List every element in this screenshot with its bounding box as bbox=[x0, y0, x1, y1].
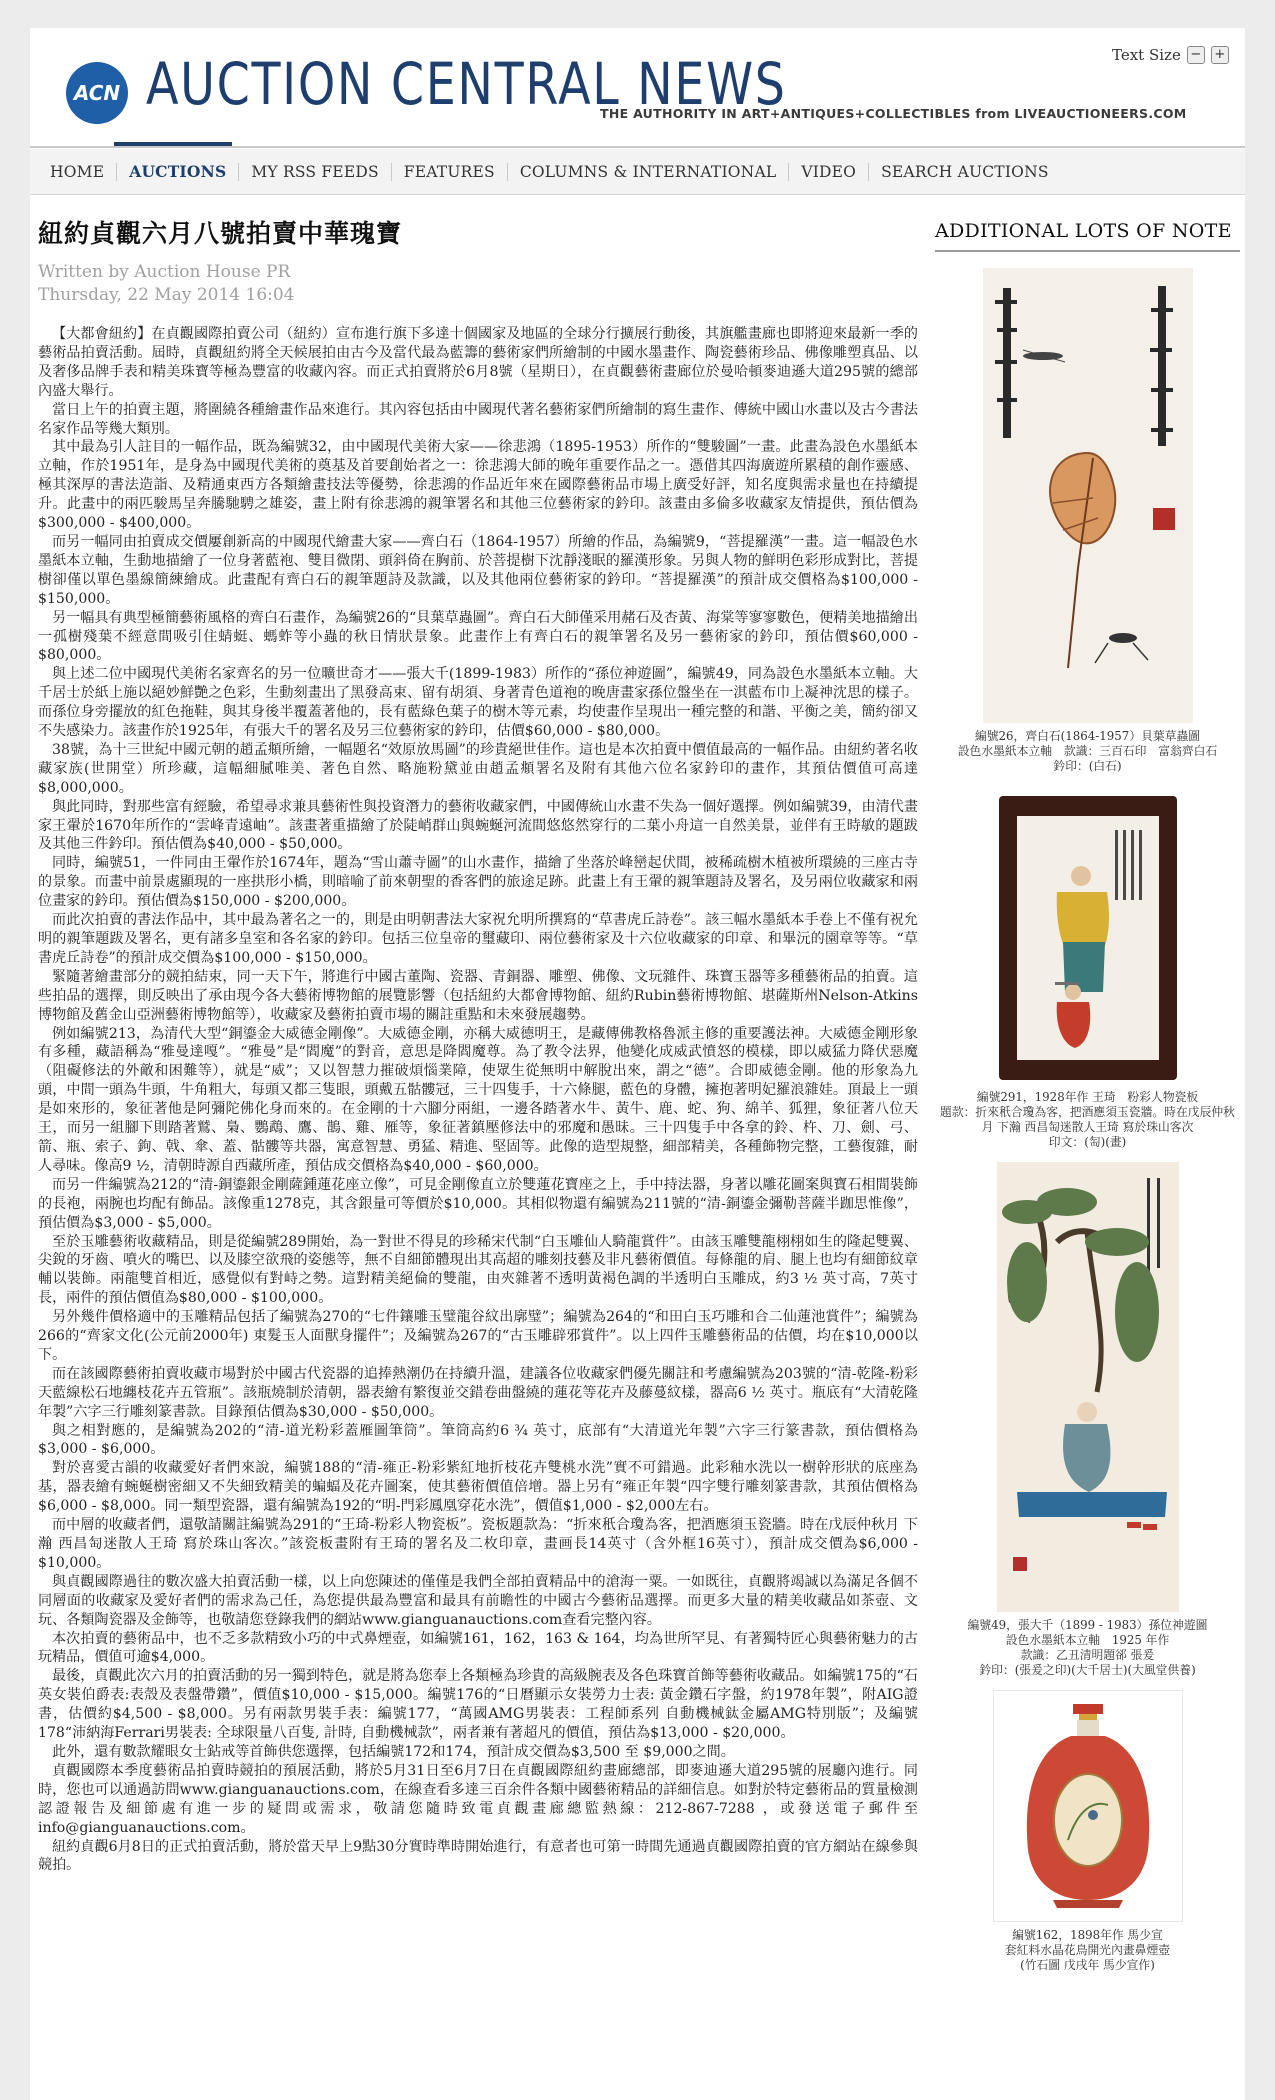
nav-search-auctions[interactable]: SEARCH AUCTIONS bbox=[881, 162, 1049, 181]
lot-card bbox=[935, 1690, 1240, 1973]
lot-49-painting-image[interactable] bbox=[997, 1162, 1179, 1612]
article-body bbox=[38, 325, 918, 1875]
masthead bbox=[30, 28, 1245, 138]
nav-auctions[interactable]: AUCTIONS bbox=[117, 163, 239, 181]
lot-162-snuff-bottle-image[interactable] bbox=[993, 1690, 1183, 1922]
caption-line: 設色水墨紙本立軸 款識：三百石印 富翁齊白石 bbox=[957, 744, 1218, 758]
caption-line: 印文：(匋)(畫) bbox=[1048, 1135, 1127, 1149]
nav-my-rss-feeds[interactable]: MY RSS FEEDS bbox=[239, 163, 391, 181]
article-paragraph: 38號，為十三世紀中國元朝的趙孟頫所繪，一幅題名“效原放馬圖”的珍貴絕世佳作。這也是本次拍賣中價值最高的一幅作品。由紐約著名收藏家族(世開堂）所珍藏，這幅細膩唯美、著色自然、略施粉黛並由趙孟頫署名及附有其他六位名家鈐印的畫作，其預估價值可高達$8,000,000。 bbox=[38, 741, 918, 796]
nav-columns-international[interactable]: COLUMNS & INTERNATIONAL bbox=[508, 163, 790, 181]
caption-line: 款識：乙丑清明題郤 張爰 bbox=[1020, 1648, 1155, 1662]
article-paragraph: 本次拍賣的藝術品中，也不乏多款精致小巧的中式鼻煙壺，如編號161，162，163 & 164，均為世所罕見、有著獨特匠心與藝術魅力的古玩精品，價值可逾$4,000。 bbox=[38, 1630, 918, 1666]
text-size-increase-button[interactable]: + bbox=[1211, 46, 1229, 64]
article-paragraph: 同時，編號51，一件同由王翬作於1674年，題為“雪山蕭寺圖”的山水畫作，描繪了坐落於峰巒起伏間，被稀疏樹木植被所環繞的三座古寺的景象。而畫中前景處顯現的一座拱形小橋，則暗喻了前來朝聖的香客們的旅途足跡。此畫上有王翬的親筆題詩及署名，及另兩位收藏家和兩位畫家的鈐印。預估價為$150,000 - $200,000。 bbox=[38, 855, 918, 910]
lot-caption bbox=[935, 1090, 1240, 1150]
article bbox=[38, 214, 918, 1875]
article-paragraph: 貞觀國際本季度藝術品拍賣時競拍的預展活動，將於5月31日至6月7日在貞觀國際紐約畫廊總部，即麥迪遜大道295號的展廳內進行。同時，您也可以通過訪問www.gianguanauctions.com，在線查看多達三百余件各類中國藝術精品的詳細信息。如對於特定藝術品的質量檢測認證報告及細節處有進一步的疑問或需求，敬請您隨時致電貞觀畫廊總監熱線：212-867-7288 ，或發送電子郵件至info@gianguanauctions.com。 bbox=[38, 1762, 918, 1836]
lot-card bbox=[935, 268, 1240, 774]
caption-line: 題款：折來秖合瓊為客，把酒應須玉瓷牆。時在戊辰仲秋月 下瀚 西昌匋迷散人王琦 寫於珠山客次 bbox=[940, 1105, 1235, 1134]
lot-291-porcelain-plaque-image[interactable] bbox=[995, 792, 1181, 1084]
lot-caption bbox=[935, 1928, 1240, 1973]
article-paragraph: 與上述二位中國現代美術名家齊名的另一位曠世奇才——張大千(1899-1983）所作的“孫位神遊圖”，編號49，同為設色水墨紙本立軸。大千居士於紙上施以絕妙鮮艷之色彩，生動刻畫出了黑發高束、留有胡須、身著青色道袍的晚唐畫家孫位盤坐在一淇藍布巾上凝神沈思的樣子。而孫位身旁擺放的紅色拖鞋，與其身後半覆蓋著他的，長有藍綠色葉子的樹木等元素，均使畫作呈現出一種完整的和諧、平衡之美，簡約卻又不失感染力。該畫作於1925年，有張大千的署名及另三位藝術家的鈐印，估價$60,000 - $80,000。 bbox=[38, 666, 918, 740]
article-paragraph: 當日上午的拍賣主題，將圍繞各種繪畫作品來進行。其內容包括由中國現代著名藝術家們所繪制的寫生畫作、傳統中國山水畫以及古今書法名家作品等幾大類別。 bbox=[38, 401, 918, 437]
text-size-decrease-button[interactable]: − bbox=[1187, 46, 1205, 64]
article-date: Thursday, 22 May 2014 16:04 bbox=[38, 285, 295, 305]
article-paragraph: 最後，貞觀此次六月的拍賣活動的另一獨到特色，就是將為您奉上各類極為珍貴的高級腕表及各色珠寶首飾等藝術收藏品。如編號175的“石英女裝伯爵表:表殼及表盤帶鑽”，價值$10,000 - $15,000。編號176的“日曆顯示女裝勞力士表: 黃金鑽石字盤，約1978年製”，附AIG證書，估價約$4,500 - $8,000。另有兩款男裝手表：編號177，“萬國AMG男裝表：工程師系列 自動機械鈦金屬AMG特別版”；及編號178“沛納海Ferrari男裝表: 全球限量八百隻, 計時, 自動機械款”，兩者兼有著超凡的價值，預估為$13,000 - $20,000。 bbox=[38, 1668, 918, 1742]
caption-line: 設色水墨紙本立軸 1925 年作 bbox=[1005, 1633, 1170, 1647]
article-paragraph: 與此同時，對那些富有經驗，希望尋求兼具藝術性與投資潛力的藝術收藏家們，中國傳統山水畫不失為一個好選擇。例如編號39，由清代畫家王翬於1670年所作的“雲峰青遠岫”。該畫著重描繪了於陡峭群山與蜿蜒河流間悠悠然穿行的二葉小舟這一自然美景，並伴有王時敏的題跋及其他三件鈐印。預估價為$40,000 - $50,000。 bbox=[38, 798, 918, 853]
article-paragraph: 至於玉雕藝術收藏精品，則是從編號289開始，為一對世不得見的珍稀宋代制“白玉雕仙人騎龍賞件”。由該玉雕雙龍栩栩如生的隆起雙翼、尖銳的牙齒、噴火的嘴巴、以及膝空欲飛的姿態等，無不自細節體現出其高超的雕刻技藝及非凡藝術價值。每條龍的肩、腿上也均有細節紋章輔以裝飾。兩龍雙首相近，感覺似有對峙之勢。這對精美絕倫的雙龍，由夾雜著不透明黃褐色調的半透明白玉雕成，約3 ½ 英寸高，7英寸長，兩件的預估價值為$80,000 - $100,000。 bbox=[38, 1233, 918, 1307]
acn-logo[interactable]: ACN bbox=[66, 62, 128, 124]
article-paragraph: 與之相對應的，是編號為202的“清-道光粉彩蓋雁圖筆筒”。筆筒高約6 ¾ 英寸，底部有“大清道光年製”六字三行篆書款，預估價格為$3,000 - $6,000。 bbox=[38, 1422, 918, 1458]
lot-card bbox=[935, 792, 1240, 1150]
sidebar-additional-lots bbox=[935, 220, 1240, 1973]
caption-line: 鈐印：(白石) bbox=[1053, 759, 1122, 773]
article-paragraph: 【大都會紐約】在貞觀國際拍賣公司（紐約）宣布進行旗下多達十個國家及地區的全球分行擴展行動後，其旗艦畫廊也即將迎來最新一季的藝術品拍賣活動。屆時，貞觀紐約將全天候展拍由古今及當代最為藍籌的藝術家們所繪制的中國水墨畫作、陶瓷藝術珍品、佛像雕塑真品、以及奢侈品牌手表和精美珠寶等極為豐富的收藏內容。而正式拍賣將於6月8號（星期日），在貞觀藝術畫廊位於曼哈頓麥迪遜大道295號的總部內盛大舉行。 bbox=[38, 326, 918, 399]
article-paragraph: 此外，還有數款耀眼女士鉆戒等首飾供您選擇，包括編號172和174，預計成交價為$3,500 至 $9,000之間。 bbox=[52, 1743, 735, 1760]
article-paragraph: 而此次拍賣的書法作品中，其中最為著名之一的，則是由明朝書法大家祝允明所撰寫的“草書虎丘詩卷”。該三幅水墨紙本手卷上不僅有祝允明的親筆題跋及署名，更有諸多皇室和各名家的鈐印。包括三位皇帝的璽藏印、兩位藝術家及十六位收藏家的印章、和畢沅的園章等等。“草書虎丘詩卷”的預計成交價為$100,000 - $150,000。 bbox=[38, 912, 918, 966]
caption-line: (竹石圖 戊戌年 馬少宣作) bbox=[1020, 1958, 1155, 1972]
main-nav bbox=[30, 149, 1245, 195]
page bbox=[30, 28, 1245, 2100]
site-tagline: THE AUTHORITY IN ART+ANTIQUES+COLLECTIBLES from LIVEAUCTIONEERS.COM bbox=[600, 106, 1187, 121]
sidebar-title: ADDITIONAL LOTS OF NOTE bbox=[935, 220, 1240, 252]
caption-line: 編號26，齊白石(1864-1957）貝葉草蟲圖 bbox=[974, 729, 1201, 743]
article-paragraph: 紐約貞觀6月8日的正式拍賣活動，將於當天早上9點30分實時準時開始進行，有意者也可第一時間先通過貞觀國際拍賣的官方網站在線參與競拍。 bbox=[38, 1838, 918, 1874]
article-paragraph: 另外幾件價格適中的玉雕精品包括了編號為270的“七件鑲雕玉璧龍谷紋出廓璧”；編號為264的“和田白玉巧雕和合二仙蓮池賞件”；編號為266的“齊家文化(公元前2000年) 東髮玉人面獸身擺件”；及編號為267的“古玉雕辟邪賞件”。以上四件玉雕藝術品的估價，均在$10,000以下。 bbox=[38, 1309, 918, 1363]
article-paragraph: 而另一件編號為212的“清-銅鎏銀金剛薩鍾蓮花座立像”，可見金剛像直立於雙蓮花寶座之上，手中持法器，身著以雕花圖案與寶石相間裝飾的長袍，兩腕也均配有飾品。該像重1278克，其含銀量可等價於$10,000。其相似物還有編號為211號的“清-銅鎏金彌勒菩薩半跏思惟像”，預估價為$3,000 - $5,000。 bbox=[38, 1176, 918, 1231]
nav-video[interactable]: VIDEO bbox=[789, 163, 869, 181]
article-paragraph: 與貞觀國際過往的數次盛大拍賣活動一樣，以上向您陳述的僅僅是我們全部拍賣精品中的滄海一粟。一如既往，貞觀將竭誠以為滿足各個不同層面的收藏家及愛好者們的需求為己任，為您提供最為豐富和最具有前瞻性的中國古今藝術品選擇。而更多大量的精美收藏品如茶壺、文玩、各類陶瓷器及金飾等，也敬請您登錄我們的網站www.gianguanauctions.com查看完整內容。 bbox=[38, 1573, 918, 1628]
lot-card bbox=[935, 1162, 1240, 1678]
article-headline[interactable]: 紐約貞觀六月八號拍賣中華瑰寶 bbox=[38, 219, 403, 248]
article-paragraph: 其中最為引人註目的一幅作品，既為編號32，由中國現代美術大家——徐悲鴻（1895-1953）所作的“雙駿圖”一畫。此畫為設色水墨紙本立軸，作於1951年，是身為中國現代美術的奠基及首要創始者之一：徐悲鴻大師的晚年重要作品之一。憑借其四海廣遊所累積的創作靈感、極其深厚的書法造詣、及精通東西方各類繪畫技法等優勢，徐悲鴻的作品近年來在國際藝術品市場上廣受好評，知名度與需求量也在持續提升。此畫中的兩匹駿馬呈奔騰馳騁之雄姿，畫上附有徐悲鴻的親筆署名和其他三位藝術家的鈐印。該畫由多倫多收藏家友情提供，預估價為$300,000 - $400,000。 bbox=[38, 439, 918, 532]
caption-line: 編號49，張大千（1899 - 1983）孫位神遊圖 bbox=[967, 1618, 1208, 1632]
caption-line: 編號291，1928年作 王琦 粉彩人物瓷板 bbox=[976, 1090, 1199, 1104]
nav-features[interactable]: FEATURES bbox=[392, 163, 508, 181]
article-paragraph: 例如編號213，為清代大型“銅鎏金大威德金剛像”。大威德金剛，亦稱大威德明王，是藏傳佛教格魯派主修的重要護法神。大威德金剛形象有多種，藏語稱為“雅曼達嘎”。“雅曼”是“閻魔”的對音，意思是降閻魔尊。為了教令法界，他變化成威武憤怒的模樣，即以威猛力降伏惡魔（阻礙修法的外敵和困難等），就是“威”；又以智慧力摧破煩惱業障，使眾生從無明中解脫出來，謂之“德”。合即威德金剛。他的形象為九頭，中間一頭為牛頭，牛角粗大，每頭又都三隻眼，頭戴五骷髏冠，三十四隻手，十六條腿，藍色的身體，擁抱著明妃羅浪雜娃。頂最上一頭是如來形的，象征著他是阿彌陀佛化身而來的。在金剛的十六腳分兩組，一邊各踏著水牛、黃牛、鹿、蛇、狗、綿羊、狐狸，象征著八位天王，而另一組腳下則踏著鷲、梟、鸚鵡、鷹、鵲、雞、雁等，象征著鎮壓修法中的邪魔和愚昧。三十四隻手中各拿的鈴、杵、刀、劍、弓、箭、瓶、索子、鉤、戟、傘、蓋、骷髏等共器，寓意智慧、勇猛、精進、堅固等。此像的造型規整，細部精美，各種飾物完整，工藝復雜，耐人尋味。像高9 ½，清朝時源自西藏所產，預估成交價格為$40,000 - $60,000。 bbox=[38, 1025, 918, 1174]
lot-26-painting-image[interactable] bbox=[983, 268, 1193, 723]
article-paragraph: 緊隨著繪畫部分的競拍結束，同一天下午，將進行中國古董陶、瓷器、青銅器、雕塑、佛像、文玩雜件、珠寶玉器等多種藝術品的拍賣。這些拍品的選擇，則反映出了承由現今各大藝術博物館的展覽影響（包括紐約大都會博物館、紐約Rubin藝術博物館、堪薩斯州Nelson-Atkins博物館及舊金山亞洲藝術博物館等），收藏家及藝術拍賣市場的關註重點和未來發展趨勢。 bbox=[38, 968, 918, 1023]
nav-divider bbox=[30, 146, 1245, 148]
caption-line: 套紅料水晶花鳥開光內畫鼻煙壺 bbox=[1004, 1943, 1171, 1957]
text-size-control bbox=[1112, 46, 1229, 64]
article-paragraph: 而在該國際藝術拍賣收藏市場對於中國古代瓷器的追捧熱潮仍在持續升溫，建議各位收藏家們優先關註和考慮編號為203號的“清-乾隆-粉彩天藍線松石地纏枝花卉五管瓶”。該瓶燒制於清朝，器表繪有繁復並交錯卷曲盤繞的蓮花等花卉及藤蔓紋樣，器高6 ½ 英寸。瓶底有“大清乾隆年製”六字三行雕刻篆書款。目錄預估價為$30,000 - $50,000。 bbox=[38, 1365, 918, 1420]
caption-line: 編號162，1898年作 馬少宣 bbox=[1012, 1928, 1163, 1942]
article-byline: Written by Auction House PR bbox=[38, 262, 291, 282]
article-paragraph: 而中層的收藏者們，還敬請關註編號為291的“王琦-粉彩人物瓷板”。瓷板題款為：“折來秖合瓊為客，把酒應須玉瓷牆。時在戊辰仲秋月 下瀚 西昌匋迷散人王琦 寫於珠山客次。”該瓷板畫附有王琦的署名及二枚印章，畫画長14英寸（含外框16英寸），預計成交價為$6,000 - $10,000。 bbox=[38, 1517, 918, 1571]
caption-line: 鈐印：(張爰之印)(大千居士)(大風堂供養) bbox=[979, 1663, 1196, 1677]
nav-home[interactable]: HOME bbox=[38, 163, 117, 181]
article-paragraph: 另一幅具有典型極簡藝術風格的齊白石畫作，為編號26的“貝葉草蟲圖”。齊白石大師僅采用赭石及杏黃、海棠等寥寥數色，便精美地描繪出一孤樹殘葉不經意間吸引住蜻蜓、螞蚱等小蟲的秋日情狀景象。此畫作上有齊白石的親筆署名及另一藝術家的鈐印，預估價$60,000 - $80,000。 bbox=[38, 609, 918, 664]
text-size-label: Text Size bbox=[1112, 46, 1181, 64]
site-title[interactable]: AUCTION CENTRAL NEWS bbox=[146, 50, 787, 118]
lot-caption bbox=[935, 729, 1240, 774]
lot-caption bbox=[935, 1618, 1240, 1678]
article-paragraph: 而另一幅同由拍賣成交價屢創新高的中國現代繪畫大家——齊白石（1864-1957）所繪的作品，為編號9，“菩提羅漢”一畫。這一幅設色水墨紙本立軸，生動地描繪了一位身著藍袍、雙目微閉、頭斜倚在胸前、於菩提樹下沈靜淺眠的羅漢形象。另與人物的鮮明色彩形成對比，菩提樹卻僅以單色墨線簡練繪成。此畫配有齊白石的親筆題詩及款識，以及其他兩位藝術家的鈐印。“菩提羅漢”的預計成交價格為$100,000 - $150,000。 bbox=[38, 533, 918, 607]
article-paragraph: 對於喜愛古韻的收藏愛好者們來說，編號188的“清-雍正-粉彩紫紅地折枝花卉雙桃水洗”實不可錯過。此彩釉水洗以一樹幹形狀的底座為基，器表繪有蜿蜒樹密細又不失細致精美的蝙蝠及花卉圖案，使其藝術價值倍增。器上另有“雍正年製“四字雙行雕刻篆書款，其預估價格為$6,000 - $8,000。同一類型瓷器，還有編號為192的“明-門彩鳳凰穿花水洗”，價值$1,000 - $2,000左右。 bbox=[38, 1460, 918, 1515]
